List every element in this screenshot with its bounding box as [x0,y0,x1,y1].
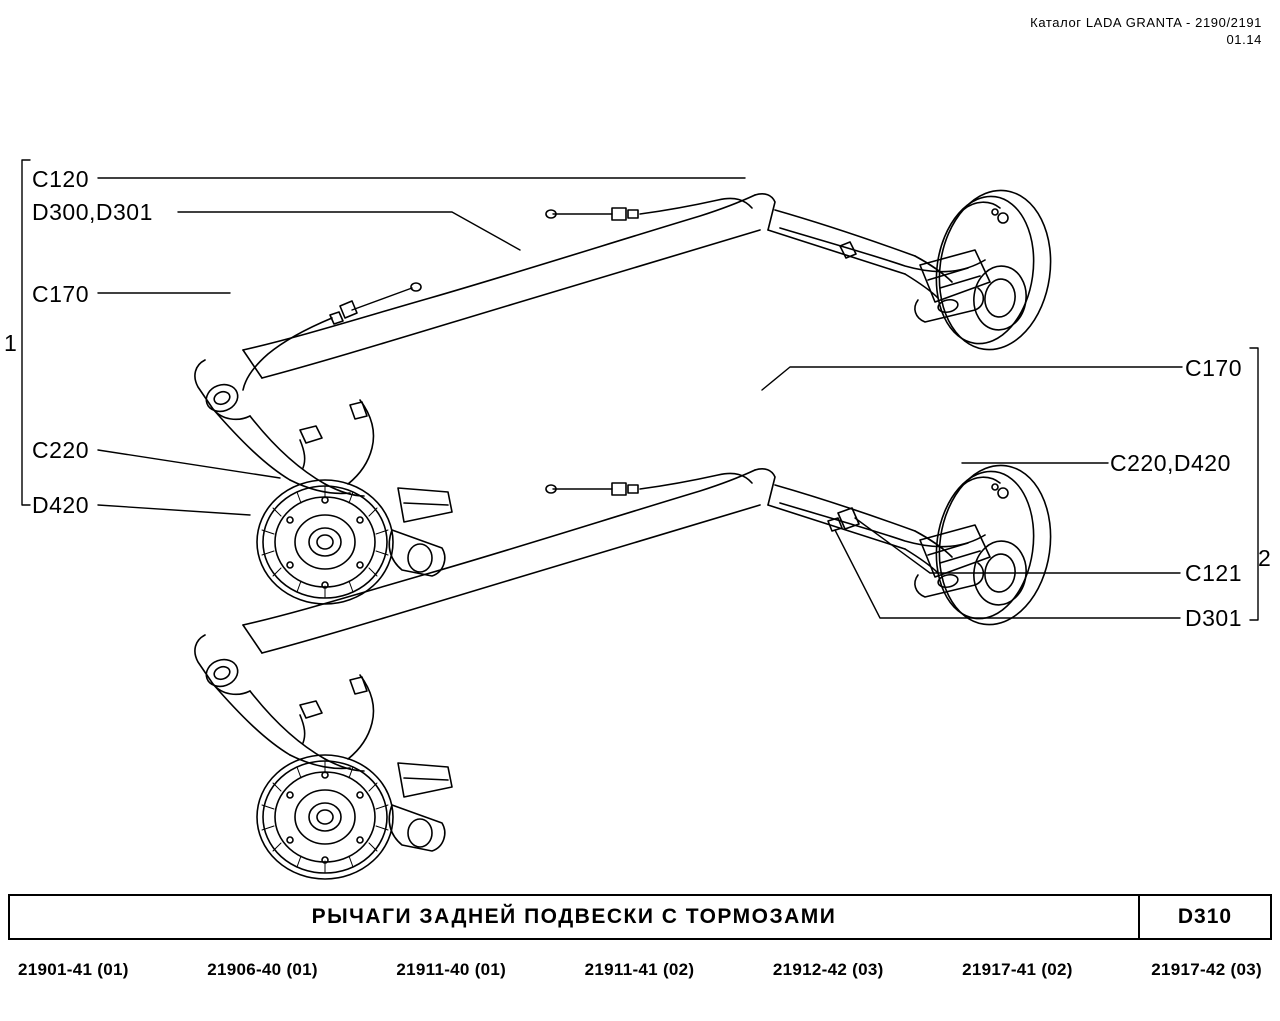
part-number[interactable]: 21906-40 (01) [207,960,318,979]
callout-c170-right[interactable]: C170 [1185,355,1242,381]
catalog-header [1030,14,1262,48]
callout-c220-left[interactable]: C220 [32,437,89,463]
part-number[interactable]: 21911-40 (01) [396,960,507,979]
callout-d301-right[interactable]: D301 [1185,605,1242,631]
group-number-1: 1 [4,330,17,356]
part-number[interactable]: 21911-41 (02) [584,960,695,979]
part-number-row [8,950,1272,990]
brake-drum-left-1 [257,480,393,604]
suspension-diagram [0,60,1280,880]
callout-c120[interactable]: C120 [32,166,89,192]
callout-c170-left[interactable]: C170 [32,281,89,307]
catalog-date: 01.14 [1226,32,1262,47]
brake-drum-right-1 [927,183,1060,357]
sheet-title: РЫЧАГИ ЗАДНЕЙ ПОДВЕСКИ С ТОРМОЗАМИ [311,905,837,928]
brake-drum-right-2 [927,458,1060,632]
callout-c220-d420-right[interactable]: C220,D420 [1110,450,1231,476]
title-bar [8,894,1272,940]
brake-drum-left-2 [257,755,393,879]
part-number[interactable]: 21917-41 (02) [962,960,1073,979]
group-number-2: 2 [1258,545,1271,571]
callout-d420-left[interactable]: D420 [32,492,89,518]
sheet-code: D310 [1138,896,1270,938]
part-number[interactable]: 21912-42 (03) [772,960,884,979]
catalog-title: Каталог LADA GRANTA - 2190/2191 [1030,15,1262,30]
leader-lines [22,160,1258,620]
assembly-2 [195,458,1061,879]
part-number[interactable]: 21917-42 (03) [1151,960,1262,979]
part-number[interactable]: 21901-41 (01) [18,960,129,979]
callout-d300-d301[interactable]: D300,D301 [32,199,153,225]
callout-c121-right[interactable]: C121 [1185,560,1242,586]
